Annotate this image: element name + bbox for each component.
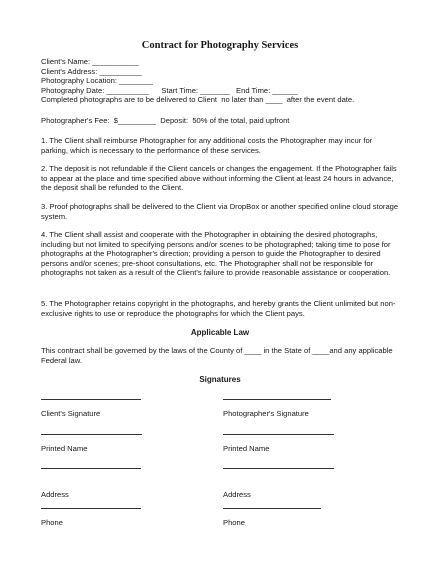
clause-5: 5. The Photographer retains copyright in the photographs, and hereby grants the Client unlimited but non-exclusive rights to use or reproduce the photographs for which the Client pays. [41,299,396,318]
client-address-line-blank[interactable] [41,468,141,469]
signatures-heading: Signatures [199,375,241,384]
photography-date-time-line: Photography Date: __________ Start Time: _______ End Time: ______ [41,85,298,95]
client-signature-label: Client's Signature [41,409,101,418]
photographer-printed-name-line[interactable] [223,434,334,435]
photographer-address-label: Address [223,490,251,499]
client-name-line: Client's Name: ___________ [41,57,139,66]
photographer-address-line-blank[interactable] [223,468,334,469]
photographer-signature-label: Photographer's Signature [223,409,309,418]
client-address-line: Client's Address: __________ [41,66,142,76]
photographer-phone-line[interactable] [223,508,321,509]
photographer-fee-text: Photographer's Fee: $_________ Deposit: 50% of the total, paid upfront [41,116,290,125]
client-signature-line[interactable] [41,399,141,400]
clause-3: 3. Proof photographs shall be delivered to the Client via DropBox or another specified online cloud storage system. [41,202,399,221]
clause-4: 4. The Client shall assist and cooperate with the Photographer in obtaining the desired photographs, including but not limited to specifying persons and/or scenes to be photographed; taking time to pose for photographs at the Photographer's direction; providing a person to guide the Photographer to desired persons and/or scenes; pre-shoot consultations, etc. The Photographer shall not be responsible for photographs not taken as a result of the Client's failure to provide reasonable assistance or cooperation. [41,230,391,278]
photographer-printed-name-label: Printed Name [223,444,270,453]
photography-location-line: Photography Location: ________ [41,76,153,86]
client-printed-name-line[interactable] [41,434,142,435]
applicable-law-heading: Applicable Law [190,328,250,337]
client-address-label: Address [41,490,69,499]
clause-2: 2. The deposit is not refundable if the Client cancels or changes the engagement. If the Photographer fails to appear at the place and time specified above without informing the Client at least 24 hours in advance, the deposit shall be refunded to the Client. [41,164,397,193]
client-details [41,57,401,105]
client-phone-label: Phone [41,518,63,527]
delivery-terms-line: Completed photographs are to be delivered to Client no later than ____ after the event date. [41,95,355,105]
client-printed-name-label: Printed Name [41,444,88,453]
document-title: Contract for Photography Services [141,40,299,51]
applicable-law-text: This contract shall be governed by the laws of the County of ____ in the State of ____and any applicable Federal law. [41,346,393,365]
photographer-signature-line[interactable] [223,399,331,400]
clause-1: 1. The Client shall reimburse Photographer for any additional costs the Photographer may incur for parking, which is necessary to the performance of these services. [41,136,373,155]
photographer-phone-label: Phone [223,518,245,527]
fee-line [41,116,401,126]
client-phone-line[interactable] [41,508,141,509]
